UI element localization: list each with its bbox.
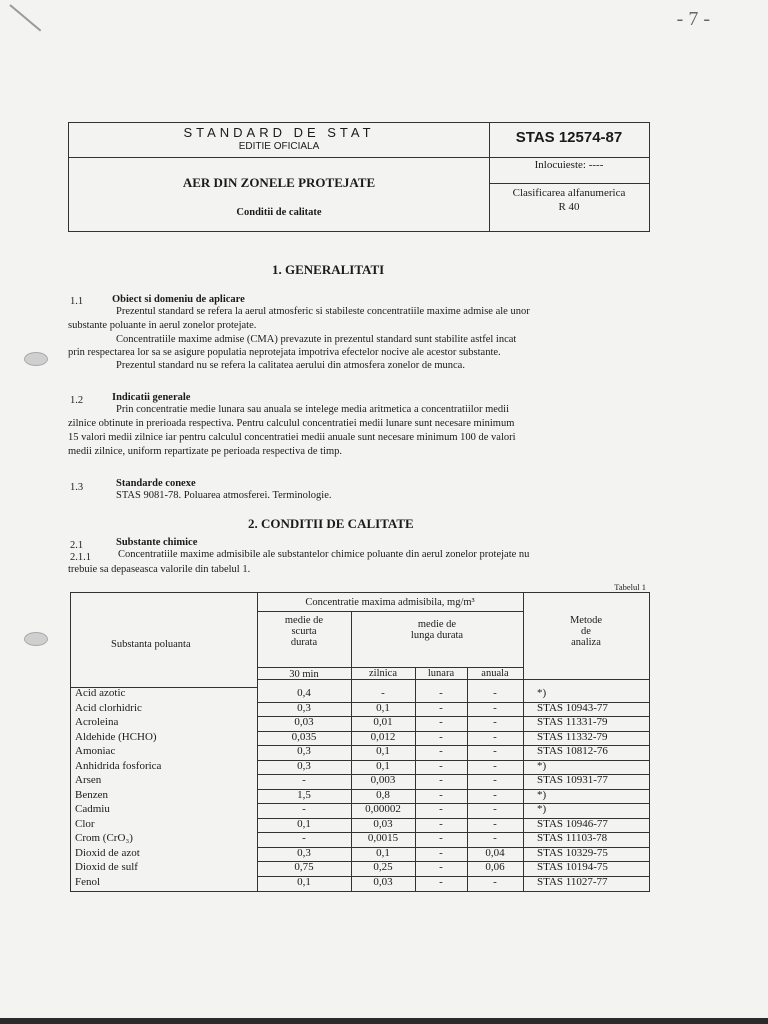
- cell-monthly: -: [439, 817, 443, 830]
- cell-30min: 0,1: [297, 817, 311, 830]
- cma-table: [70, 592, 650, 892]
- cell-monthly: -: [439, 701, 443, 714]
- cell-method: *): [537, 803, 547, 815]
- section-2-1-number: 2.1: [70, 540, 84, 551]
- section-2-1-title: Substante chimice: [116, 537, 198, 548]
- cell-30min: 0,4: [297, 687, 311, 699]
- classification-value: R 40: [558, 201, 580, 213]
- header-30min: 30 min: [289, 669, 319, 680]
- cell-annual: -: [493, 875, 497, 888]
- cell-annual: -: [493, 759, 497, 772]
- cell-substance: Anhidrida fosforica: [75, 759, 162, 772]
- cell-annual: -: [493, 701, 497, 714]
- paragraph-line: 15 valori medii zilnice iar pentru calculul concentratiei medii anuale sunt necesare minimum 100 de valori: [68, 432, 516, 443]
- cell-annual: -: [493, 803, 497, 815]
- cell-method: STAS 10329-75: [537, 846, 608, 859]
- cell-substance: Acroleina: [75, 716, 119, 728]
- cell-annual: -: [493, 832, 497, 844]
- cell-method: STAS 11103-78: [537, 832, 608, 844]
- header-substance: Substanta poluanta: [111, 639, 191, 650]
- standard-header: [68, 122, 650, 232]
- cell-daily: 0,03: [373, 817, 393, 830]
- cell-monthly: -: [439, 759, 443, 772]
- section-1-1-title: Obiect si domeniu de aplicare: [112, 294, 245, 305]
- standard-label: STANDARD DE STAT: [183, 125, 375, 140]
- cell-monthly: -: [439, 861, 443, 873]
- cell-30min: -: [302, 803, 306, 815]
- cell-substance: Acid azotic: [75, 687, 126, 699]
- cell-annual: -: [493, 745, 497, 757]
- section-1-3-title: Standarde conexe: [116, 478, 196, 489]
- cell-daily: 0,25: [373, 861, 393, 873]
- punch-hole: [24, 632, 48, 646]
- cell-annual: 0,04: [485, 846, 505, 859]
- cell-30min: 0,75: [294, 861, 314, 873]
- cell-30min: 0,03: [294, 716, 314, 728]
- cell-annual: -: [493, 774, 497, 786]
- cell-30min: -: [302, 774, 306, 786]
- paragraph-line: Concentratiile maxime admisibile ale substantelor chimice poluante din aerul zonelor protejate nu: [118, 549, 530, 560]
- cell-method: STAS 11331-79: [537, 716, 608, 728]
- cell-substance: Amoniac: [75, 745, 116, 757]
- cell-substance: Fenol: [75, 875, 101, 888]
- header-annual: anuala: [481, 668, 509, 679]
- paragraph-line: substante poluante in aerul zonelor protejate.: [68, 320, 257, 331]
- header-long-term: medie de lunga durata: [410, 619, 464, 641]
- cell-method: *): [537, 759, 547, 772]
- cell-daily: 0,8: [376, 788, 390, 801]
- document-title: AER DIN ZONELE PROTEJATE: [182, 175, 376, 190]
- paragraph-line: Prezentul standard nu se refera la calitatea aerului din atmosfera zonelor de munca.: [116, 360, 465, 371]
- cell-method: STAS 10946-77: [537, 817, 608, 830]
- standard-code: STAS 12574-87: [515, 129, 623, 146]
- cell-daily: 0,1: [376, 745, 390, 757]
- header-daily: zilnica: [369, 668, 397, 679]
- cell-annual: -: [493, 788, 497, 801]
- replaces-label: Inlocuieste: ----: [534, 159, 604, 171]
- cell-monthly: -: [439, 745, 443, 757]
- cell-30min: 0,3: [297, 846, 311, 859]
- paragraph-line: zilnice obtinute in prerioada respectiva. Pentru calculul concentratiei medii lunare sunt necesare minimum: [68, 418, 515, 429]
- cell-daily: 0,1: [376, 701, 390, 714]
- cell-monthly: -: [439, 846, 443, 859]
- cell-substance: Dioxid de sulf: [75, 861, 138, 873]
- cell-30min: -: [302, 832, 306, 844]
- cell-annual: -: [493, 716, 497, 728]
- cell-daily: 0,00002: [365, 803, 401, 815]
- cell-monthly: -: [439, 716, 443, 728]
- cell-method: STAS 11332-79: [537, 730, 608, 743]
- section-2-1-1-number: 2.1.1: [70, 552, 91, 563]
- paragraph-line: prin respectarea lor sa se asigure populatia neprotejata impotriva efectelor nocive ale acestor substante.: [68, 347, 501, 358]
- header-cma: Concentratie maxima admisibila, mg/m³: [305, 597, 475, 608]
- paragraph-line: Concentratiile maxime admise (CMA) prevazute in prezentul standard sunt stabilite astfel incat: [116, 334, 517, 345]
- section-1-2-title: Indicatii generale: [112, 392, 191, 403]
- paragraph-line: Prin concentratie medie lunara sau anuala se intelege media aritmetica a concentratiilor medii: [116, 404, 509, 415]
- cell-method: *): [537, 788, 547, 801]
- cell-annual: -: [493, 817, 497, 830]
- cell-daily: 0,03: [373, 875, 393, 888]
- header-monthly: lunara: [427, 668, 455, 679]
- cell-annual: 0,06: [485, 861, 505, 873]
- cell-substance: Crom (CrO₃): [75, 832, 133, 844]
- cell-daily: 0,1: [376, 759, 390, 772]
- paragraph-line: Prezentul standard se refera la aerul atmosferic si stabileste concentratiile maxime admise ale unor: [116, 306, 530, 317]
- paragraph-line: STAS 9081-78. Poluarea atmosferei. Terminologie.: [116, 490, 332, 501]
- cell-daily: 0,012: [370, 730, 396, 743]
- cell-30min: 1,5: [297, 788, 311, 801]
- paragraph-line: medii zilnice, uniform repartizate pe perioada respectiva de timp.: [68, 446, 343, 457]
- cell-monthly: -: [439, 687, 443, 699]
- cell-method: STAS 10931-77: [537, 774, 608, 786]
- header-methods: Metode de analiza: [569, 615, 603, 648]
- cell-monthly: -: [439, 875, 443, 888]
- cell-substance: Aldehide (HCHO): [75, 730, 157, 743]
- cell-30min: 0,3: [297, 759, 311, 772]
- cell-daily: -: [381, 687, 385, 699]
- table-label: Tabelul 1: [614, 582, 646, 592]
- punch-hole: [24, 352, 48, 366]
- header-short-term: medie de scurta durata: [284, 615, 324, 648]
- section-1-3-number: 1.3: [70, 482, 84, 493]
- cell-method: STAS 11027-77: [537, 875, 608, 888]
- cell-substance: Cadmiu: [75, 803, 110, 815]
- cell-daily: 0,01: [373, 716, 393, 728]
- classification-label: Clasificarea alfanumerica: [512, 187, 626, 199]
- cell-monthly: -: [439, 832, 443, 844]
- cell-30min: 0,3: [297, 701, 311, 714]
- cell-monthly: -: [439, 803, 443, 815]
- cell-30min: 0,3: [297, 745, 311, 757]
- staple-mark: [9, 4, 41, 31]
- cell-substance: Dioxid de azot: [75, 846, 140, 859]
- cell-daily: 0,003: [370, 774, 396, 786]
- cell-monthly: -: [439, 774, 443, 786]
- cell-30min: 0,035: [291, 730, 317, 743]
- cell-substance: Arsen: [75, 774, 102, 786]
- cell-monthly: -: [439, 730, 443, 743]
- cell-annual: -: [493, 730, 497, 743]
- cell-method: STAS 10812-76: [537, 745, 608, 757]
- section-2-title: 2. CONDITII DE CALITATE: [248, 516, 414, 531]
- cell-monthly: -: [439, 788, 443, 801]
- cell-annual: -: [493, 687, 497, 699]
- cell-substance: Acid clorhidric: [75, 701, 142, 714]
- cell-substance: Clor: [75, 817, 95, 830]
- cell-method: STAS 10194-75: [537, 861, 608, 873]
- paragraph-line: trebuie sa depaseasca valorile din tabelul 1.: [68, 564, 251, 575]
- cell-daily: 0,0015: [367, 832, 399, 844]
- section-1-title: 1. GENERALITATI: [272, 262, 385, 277]
- cell-method: STAS 10943-77: [537, 701, 608, 714]
- cell-daily: 0,1: [376, 846, 390, 859]
- document-subtitle: Conditii de calitate: [236, 207, 322, 218]
- page-number: - 7 -: [676, 8, 710, 30]
- cell-substance: Benzen: [75, 788, 108, 801]
- edition-label: EDITIE OFICIALA: [238, 141, 320, 152]
- cell-30min: 0,1: [297, 875, 311, 888]
- section-1-2-number: 1.2: [70, 395, 84, 406]
- scan-edge: [0, 1018, 768, 1024]
- section-1-1-number: 1.1: [70, 296, 84, 307]
- cell-method: *): [537, 687, 547, 699]
